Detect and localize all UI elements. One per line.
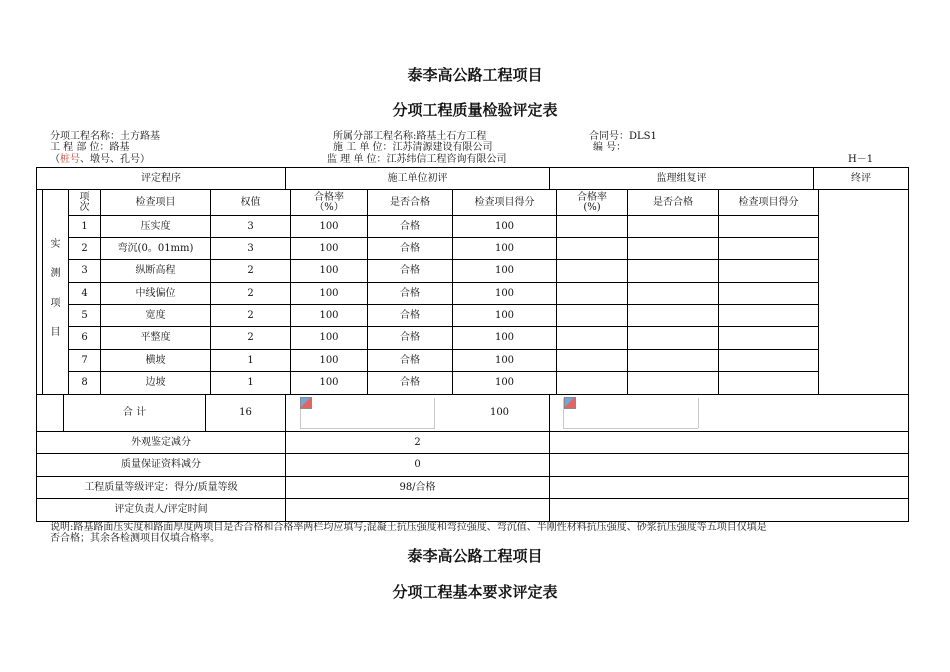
header-supervision-review: 监理组复评 — [656, 172, 707, 184]
qualified-value: 合格 — [400, 309, 420, 321]
header-review-item-score: 检查项目得分 — [738, 196, 799, 208]
row-number: 6 — [81, 332, 88, 343]
row-number: 5 — [81, 309, 88, 321]
header-weight: 权值 — [240, 196, 261, 208]
check-item: 弯沉(0。01mm) — [117, 242, 194, 254]
check-item: 压实度 — [140, 220, 171, 232]
row-number: 3 — [81, 265, 88, 276]
row-number: 2 — [81, 242, 88, 254]
qualified-value: 合格 — [400, 242, 420, 254]
qualified-value: 合格 — [400, 377, 420, 388]
weight-value: 3 — [247, 220, 254, 232]
check-item: 中线偏位 — [135, 287, 176, 299]
project-part: 工 程 部 位：路基 — [50, 142, 130, 153]
division-name: 所属分部工程名称:路基土石方工程 — [333, 131, 487, 142]
header-review-is-qualified: 是否合格 — [653, 196, 693, 208]
appearance-deduction-value: 2 — [414, 436, 421, 448]
header-final-evaluation: 终评 — [851, 172, 871, 184]
weight-value: 3 — [247, 242, 254, 254]
total-weight: 16 — [239, 407, 252, 418]
header-item-score: 检查项目得分 — [474, 196, 535, 208]
row-number: 4 — [81, 287, 88, 299]
document-title: 泰李高公路工程项目 — [407, 66, 543, 84]
quality-data-deduction-value: 0 — [414, 459, 421, 470]
header-is-qualified: 是否合格 — [390, 196, 430, 208]
qualified-value: 合格 — [400, 220, 420, 232]
document-subtitle: 分项工程质量检验评定表 — [392, 101, 558, 119]
check-item: 宽度 — [145, 309, 166, 321]
pass-rate-value: 100 — [319, 220, 339, 232]
total-score: 100 — [489, 407, 510, 418]
contract-number: 合同号：DLS1 — [589, 131, 657, 142]
weight-value: 2 — [247, 265, 254, 276]
qualified-value: 合格 — [400, 354, 420, 366]
check-item: 纵断高程 — [135, 265, 176, 276]
qualified-value: 合格 — [400, 265, 420, 276]
quality-grade-value: 98/合格 — [399, 481, 436, 493]
note-line-1: 说明:路基路面压实度和路面厚度两项目是否合格和合格率两栏均应填写;混凝土抗压强度和弯拉强度、弯沉值、半刚性材料抗压强度、砂浆抗压强度等五项目仅填是 — [50, 522, 767, 533]
header-check-item: 检查项目 — [135, 196, 176, 208]
score-value: 100 — [494, 287, 515, 299]
header-item-no: 项 次 — [79, 191, 90, 213]
score-value: 100 — [494, 332, 515, 343]
second-document-title: 泰李高公路工程项目 — [407, 547, 543, 565]
pass-rate-value: 100 — [319, 377, 339, 388]
header-pass-rate: 合格率 （%） — [314, 191, 344, 213]
weight-value: 2 — [247, 287, 254, 299]
row-number: 8 — [81, 377, 88, 388]
quality-grade-label: 工程质量等级评定：得分/质量等级 — [84, 481, 238, 493]
pass-rate-value: 100 — [319, 265, 339, 276]
sub-project-name: 分项工程名称：土方路基 — [50, 131, 160, 142]
pass-rate-value: 100 — [319, 242, 339, 254]
qualified-value: 合格 — [400, 332, 420, 343]
second-document-subtitle: 分项工程基本要求评定表 — [392, 583, 558, 601]
score-value: 100 — [494, 354, 515, 366]
broken-image-icon — [300, 397, 312, 409]
score-value: 100 — [494, 309, 515, 321]
row-number: 7 — [81, 354, 88, 366]
weight-value: 2 — [247, 332, 254, 343]
pass-rate-value: 100 — [319, 332, 339, 343]
serial-number: 编 号： — [593, 142, 627, 153]
header-review-pass-rate: 合格率 (%) — [577, 191, 607, 213]
pass-rate-value: 100 — [319, 354, 339, 366]
responsible-person-label: 评定负责人/评定时间 — [114, 504, 208, 515]
check-item: 平整度 — [140, 332, 171, 343]
score-value: 100 — [494, 220, 515, 232]
appearance-deduction-label: 外观鉴定减分 — [131, 436, 191, 448]
score-value: 100 — [494, 242, 515, 254]
qualified-value: 合格 — [400, 287, 420, 299]
score-value: 100 — [494, 265, 515, 276]
score-value: 100 — [494, 377, 515, 388]
total-label: 合 计 — [122, 407, 147, 418]
pass-rate-value: 100 — [319, 287, 339, 299]
pass-rate-value: 100 — [319, 309, 339, 321]
check-item: 边坡 — [145, 377, 166, 388]
stake-info: （桩号、墩号、孔号） — [50, 154, 150, 165]
weight-value: 1 — [247, 354, 254, 366]
quality-data-deduction-label: 质量保证资料减分 — [121, 459, 201, 470]
construction-unit: 施 工 单 位：江苏清源建设有限公司 — [333, 142, 493, 153]
measured-items-label: 实 测 项 目 — [50, 239, 61, 338]
weight-value: 1 — [247, 377, 254, 388]
check-item: 横坡 — [145, 354, 166, 366]
header-initial-evaluation: 施工单位初评 — [387, 172, 448, 184]
header-procedure: 评定程序 — [141, 172, 181, 184]
broken-image-icon — [564, 397, 576, 409]
note-line-2: 否合格；其余各检测项目仅填合格率。 — [50, 533, 220, 544]
form-code: H－1 — [848, 154, 874, 165]
weight-value: 2 — [247, 309, 254, 321]
row-number: 1 — [81, 220, 88, 232]
supervision-unit: 监 理 单 位：江苏纬信工程咨询有限公司 — [327, 154, 507, 165]
